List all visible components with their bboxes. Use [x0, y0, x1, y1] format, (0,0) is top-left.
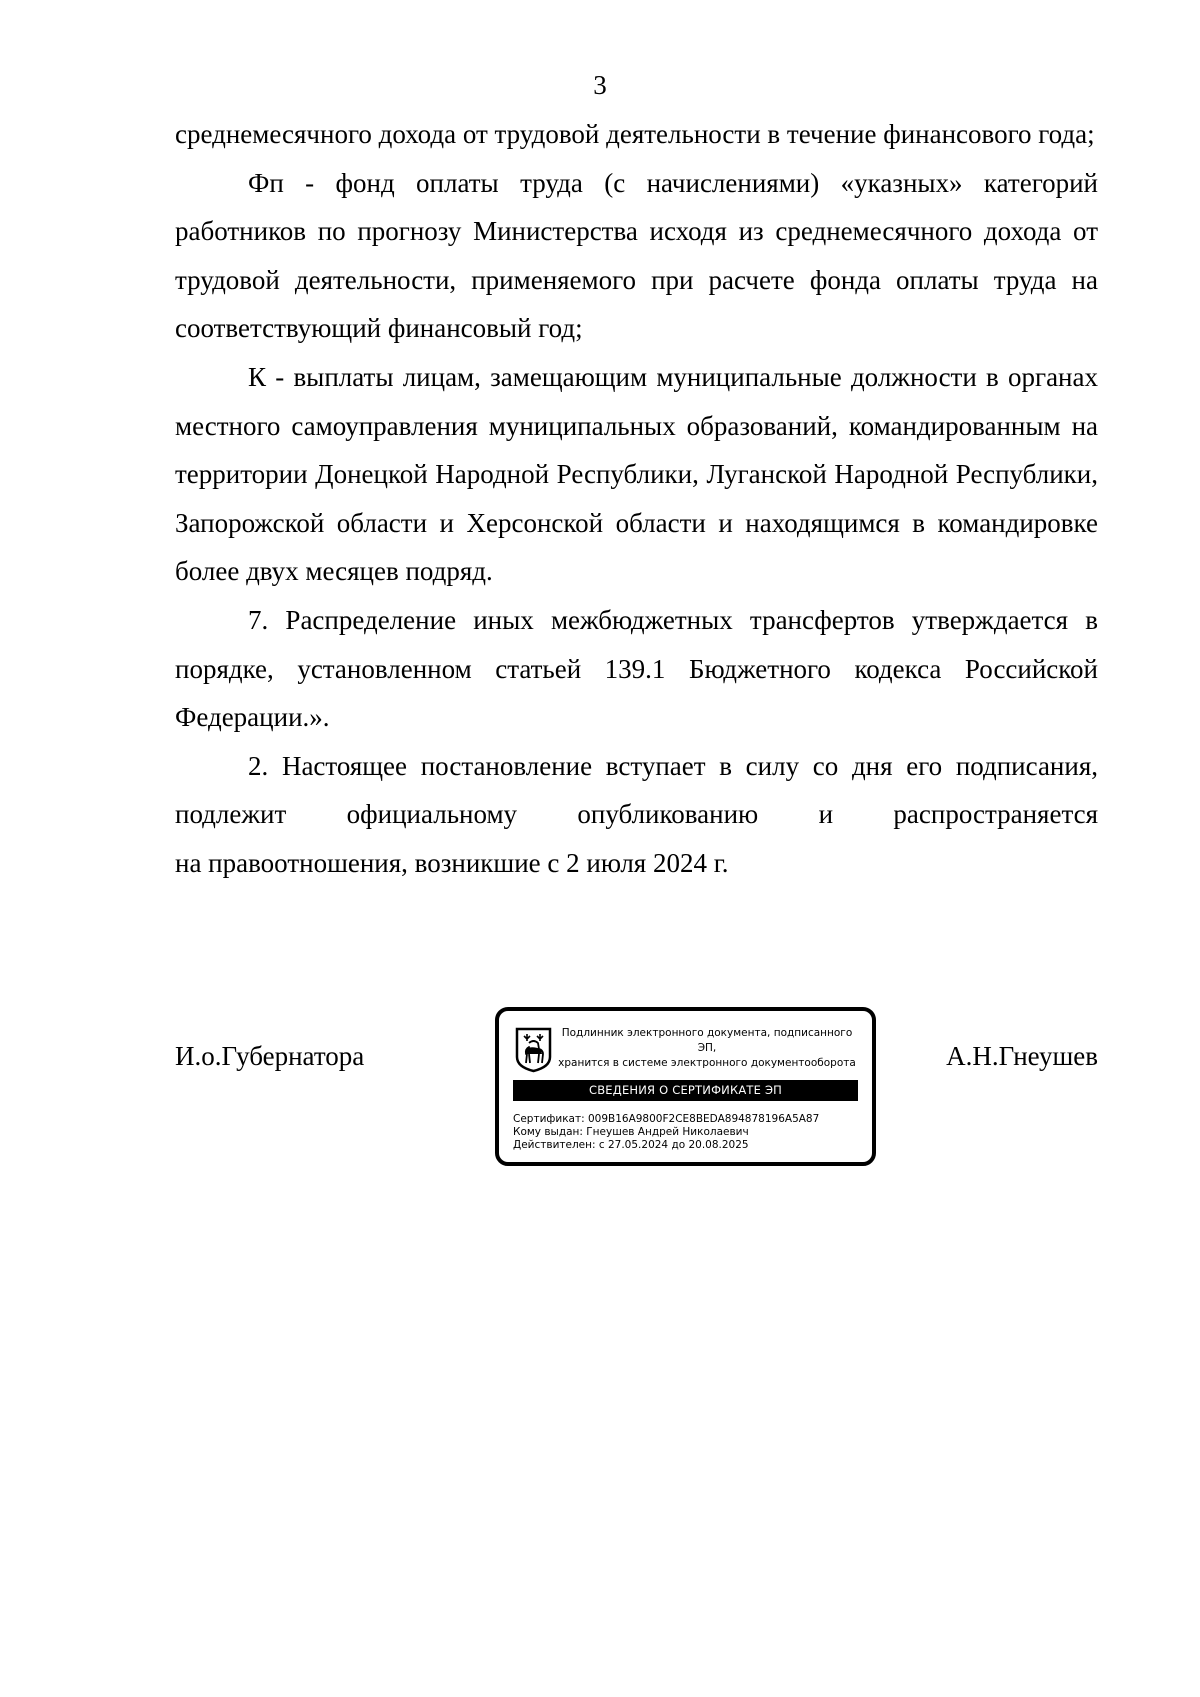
certificate-owner: Кому выдан: Гнеушев Андрей Николаевич	[513, 1126, 749, 1138]
stamp-header	[557, 1026, 857, 1071]
paragraph-item-7: 7. Распределение иных межбюджетных трансфертов утверждается в порядке, установленном статьей 139.1 Бюджетного кодекса Российской Федерации.».	[175, 604, 1098, 733]
stamp-header-line-1: Подлинник электронного документа, подписанного ЭП,	[561, 1027, 853, 1054]
signatory-name: А.Н.Гнеушев	[946, 1041, 1098, 1071]
paragraph-item-2-end: на правоотношения, возникшие с 2 июля 2024 г.	[175, 847, 729, 878]
signatory-title: И.о.Губернатора	[175, 1041, 365, 1071]
deer-coat-of-arms-icon	[515, 1027, 552, 1073]
paragraph-continuation: среднемесячного дохода от трудовой деятельности в течение финансового года;	[175, 119, 1095, 149]
paragraph-fp-definition: Фп - фонд оплаты труда (с начислениями) «указных» категорий работников по прогнозу Министерства исходя из среднемесячного дохода от трудовой деятельности, применяемого при расчете фонда оплаты труда на соответствующий финансовый год;	[175, 167, 1098, 344]
document-body	[175, 110, 1098, 888]
certificate-number: Сертификат: 009B16A9800F2CE8BEDA894878196A5A87	[513, 1113, 820, 1125]
electronic-signature-stamp	[495, 1007, 876, 1166]
paragraph-item-2: 2. Настоящее постановление вступает в силу со дня его подписания, подлежит официальному опубликованию и распространяется	[175, 750, 1098, 830]
certificate-details	[513, 1113, 819, 1152]
page-number: 3	[593, 70, 607, 100]
certificate-validity: Действителен: с 27.05.2024 до 20.08.2025	[513, 1139, 749, 1151]
paragraph-k-definition: К - выплаты лицам, замещающим муниципальные должности в органах местного самоуправления муниципальных образований, командированным на территории Донецкой Народной Республики, Луганской Народной Республики, Запорожской области и Херсонской области и находящимся в командировке более двух месяцев подряд.	[175, 361, 1098, 587]
stamp-header-line-2: хранится в системе электронного документооборота	[558, 1057, 856, 1069]
certificate-info-band: СВЕДЕНИЯ О СЕРТИФИКАТЕ ЭП	[513, 1080, 858, 1101]
